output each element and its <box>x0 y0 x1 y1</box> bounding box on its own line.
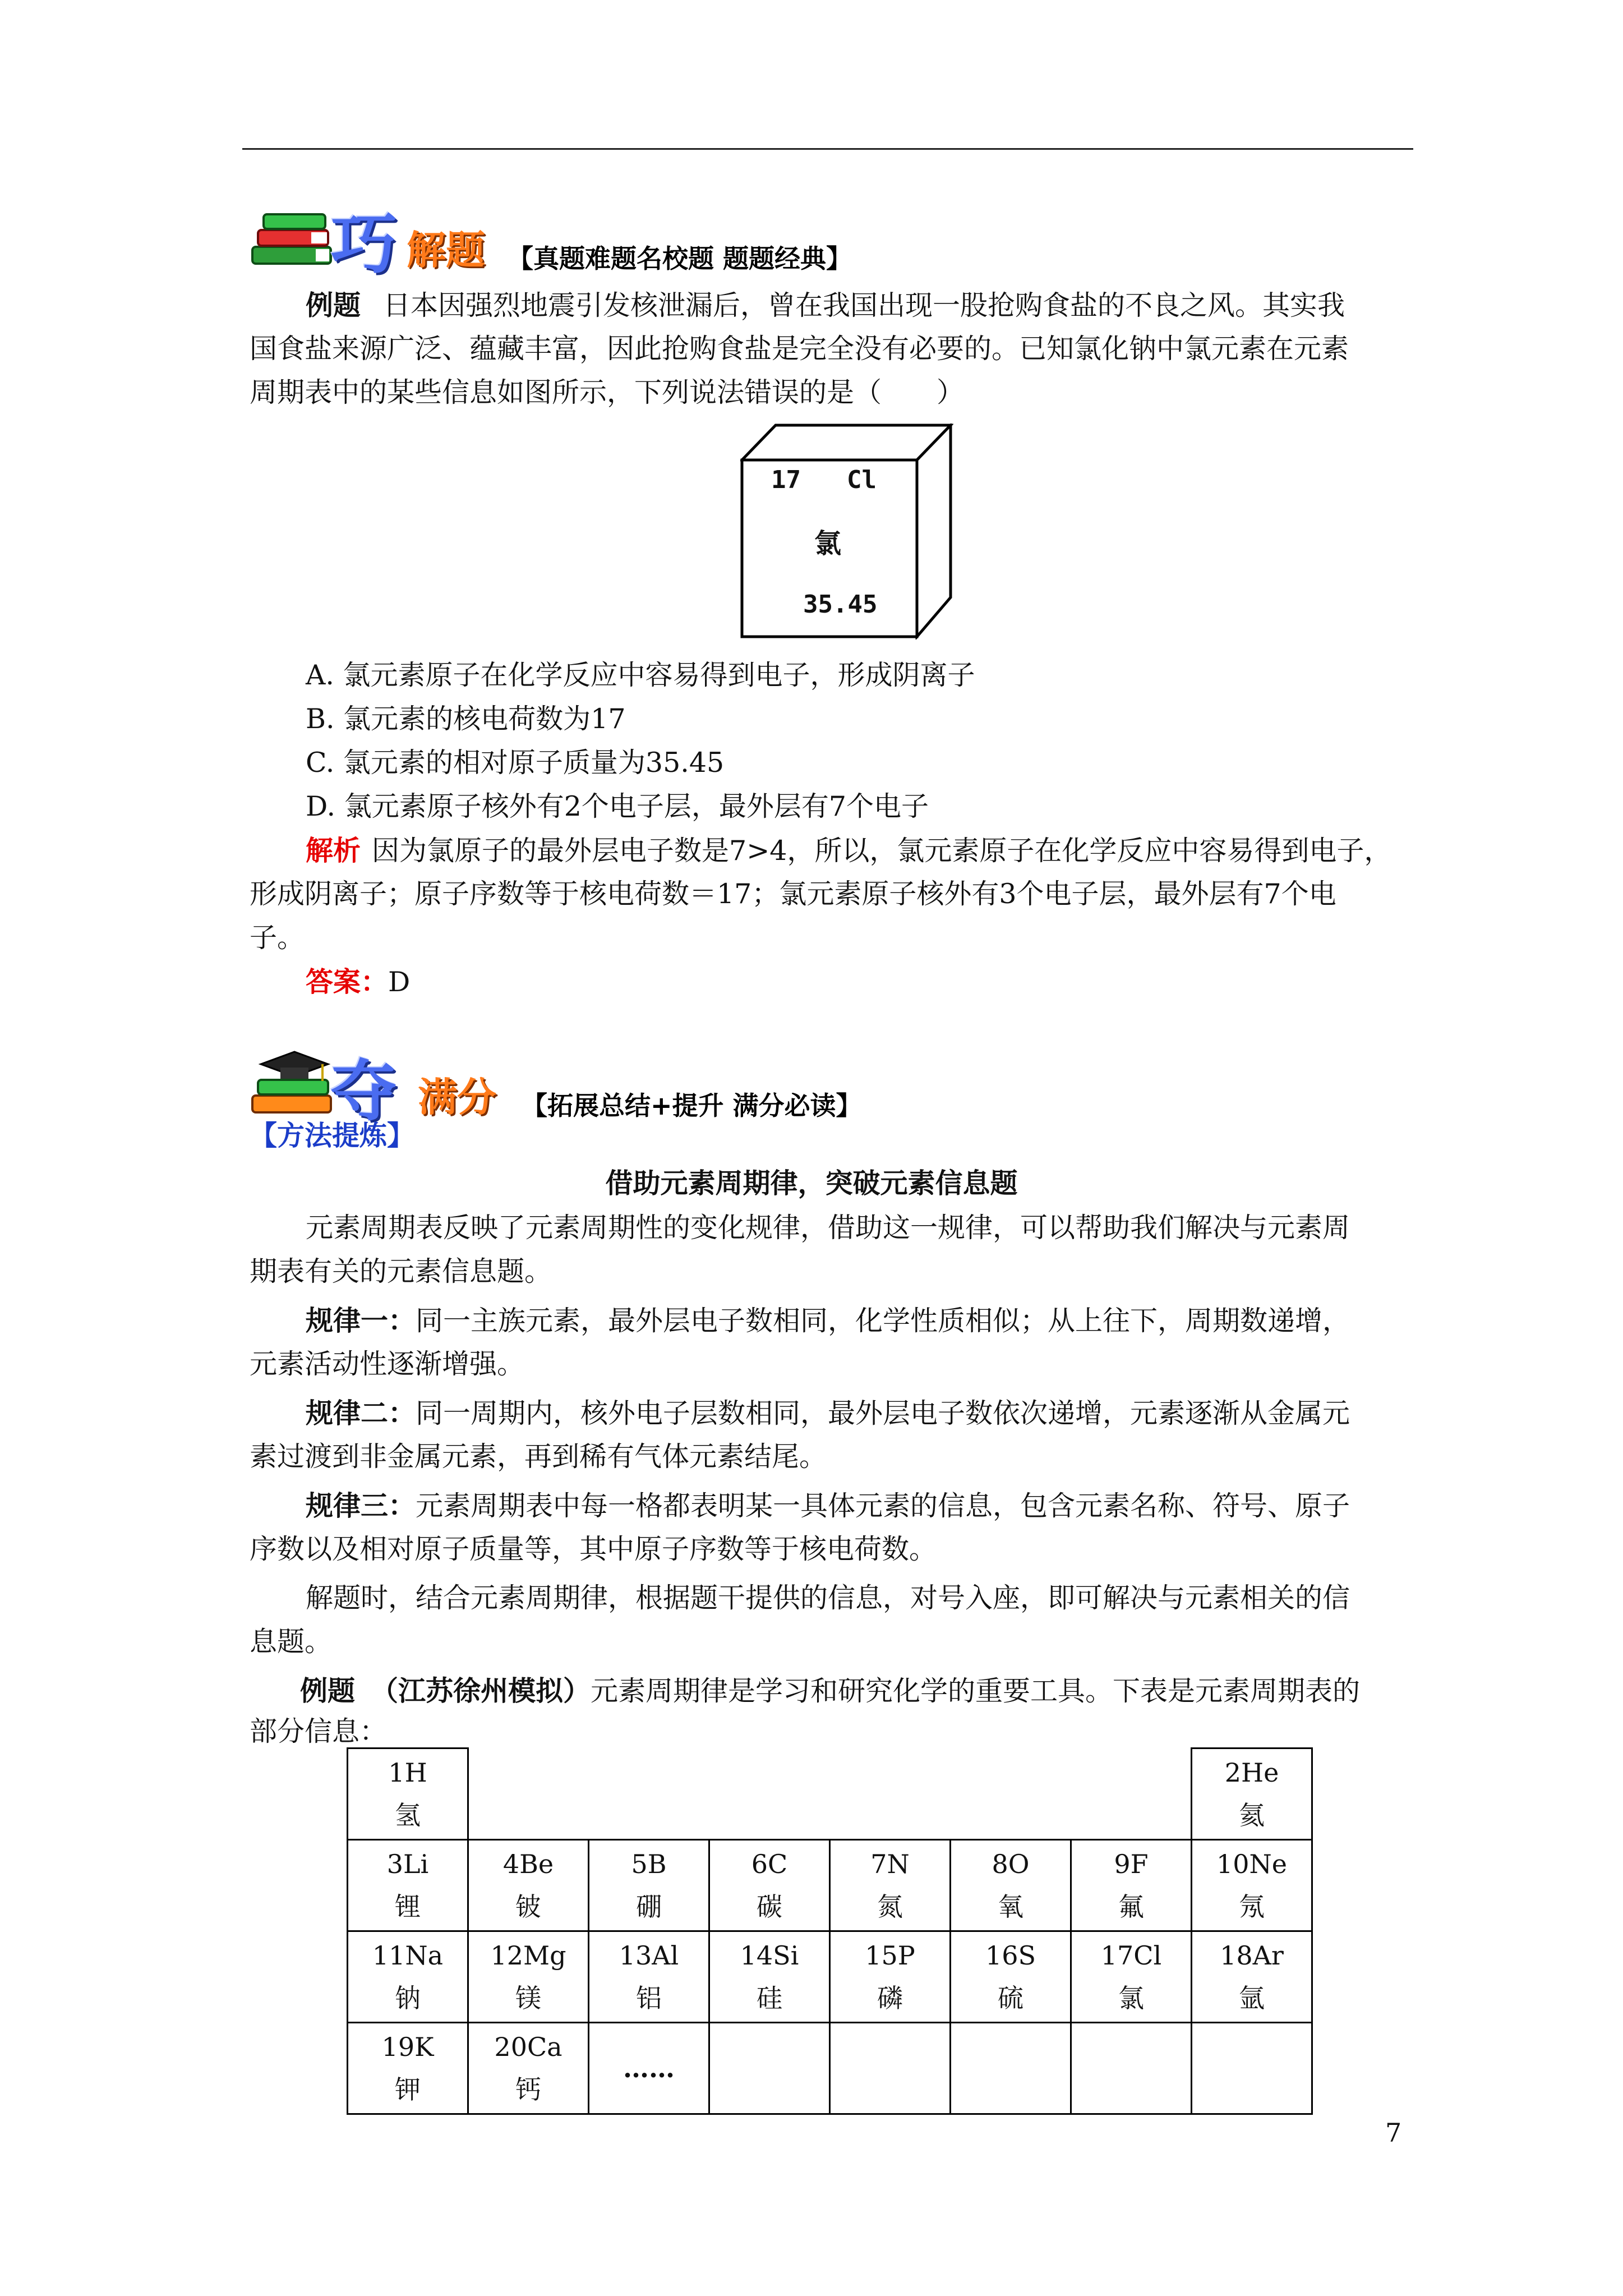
table-cell: 15P 磷 <box>830 1931 951 2023</box>
example2-line2: 部分信息： <box>250 1715 388 1747</box>
rule1-label: 规律一： <box>306 1304 416 1337</box>
option-d: D. 氯元素原子核外有2个电子层，最外层有7个电子 <box>306 790 929 822</box>
periodic-table <box>347 1747 1313 2115</box>
element-name: 氯 <box>814 528 842 559</box>
example-label: 例题 <box>306 289 361 321</box>
intro-line2: 期表有关的元素信息题。 <box>250 1255 552 1287</box>
banner-big-char: 巧 <box>331 205 398 283</box>
table-cell <box>830 1749 951 1840</box>
example2-label: 例题 <box>300 1674 356 1707</box>
rule3-line2: 序数以及相对原子质量等，其中原子序数等于核电荷数。 <box>250 1533 937 1565</box>
section-banner-jieti <box>250 194 923 283</box>
table-cell <box>951 1749 1071 1840</box>
table-cell: 3Li 锂 <box>348 1840 468 1931</box>
rule1-line2: 元素活动性逐渐增强。 <box>250 1348 525 1380</box>
answer-value: D <box>388 966 411 998</box>
answer-line <box>250 960 410 1004</box>
analysis-line1: 解析 因为氯原子的最外层电子数是7>4，所以，氯元素原子在化学反应中容易得到电子， <box>306 834 1392 867</box>
analysis-line3: 子。 <box>250 922 305 954</box>
table-cell: 5B 硼 <box>589 1840 709 1931</box>
rule2-label: 规律二： <box>306 1397 416 1429</box>
table-cell: 20Ca 钙 <box>468 2023 589 2114</box>
table-cell <box>951 2023 1071 2114</box>
rule2-line2: 素过渡到非金属元素，再到稀有气体元素结尾。 <box>250 1441 827 1473</box>
example1-line3: 周期表中的某些信息如图所示，下列说法错误的是（ ） <box>250 376 965 408</box>
example2-line1: 例题 （江苏徐州模拟）元素周期律是学习和研究化学的重要工具。下表是元素周期表的 <box>300 1674 1361 1707</box>
table-row <box>348 2023 1312 2114</box>
table-row <box>348 1840 1312 1931</box>
table-cell <box>468 1749 589 1840</box>
page-number: 7 <box>1385 2118 1402 2148</box>
table-cell: 1H 氢 <box>348 1749 468 1840</box>
table-cell: 6C 碳 <box>709 1840 830 1931</box>
table-cell: 17Cl 氯 <box>1071 1931 1192 2023</box>
analysis-label: 解析 <box>306 834 361 867</box>
table-row <box>348 1749 1312 1840</box>
rule2-line1: 规律二：同一周期内，核外电子层数相同，最外层电子数依次递增，元素逐渐从金属元 <box>306 1397 1350 1429</box>
banner-big-char: 夺 <box>331 1052 398 1130</box>
table-cell: 9F 氟 <box>1071 1840 1192 1931</box>
table-cell: 16S 硫 <box>951 1931 1071 2023</box>
option-a: A. 氯元素原子在化学反应中容易得到电子，形成阴离子 <box>306 659 975 691</box>
method-label: 【方法提炼】 <box>250 1119 415 1152</box>
table-cell: 14Si 硅 <box>709 1931 830 2023</box>
table-cell: 7N 氮 <box>830 1840 951 1931</box>
banner-title: 解题 <box>407 227 485 273</box>
banner-subtitle: 【拓展总结+提升 满分必读】 <box>522 1091 862 1121</box>
table-cell <box>1071 2023 1192 2114</box>
table-cell: 18Ar 氩 <box>1192 1931 1312 2023</box>
rule3-line1: 规律三：元素周期表中每一格都表明某一具体元素的信息，包含元素名称、符号、原子 <box>306 1489 1350 1522</box>
element-symbol: Cl <box>847 466 877 494</box>
example1-line1: 例题 日本因强烈地震引发核泄漏后，曾在我国出现一股抢购食盐的不良之风。其实我 <box>306 289 1345 321</box>
graduation-cap-books-icon <box>250 1046 334 1116</box>
rule3-label: 规律三： <box>306 1489 416 1522</box>
table-cell: 2He 氦 <box>1192 1749 1312 1840</box>
table-cell: …… <box>589 2023 709 2114</box>
table-cell: 10Ne 氖 <box>1192 1840 1312 1931</box>
method-title: 借助元素周期律，突破元素信息题 <box>605 1167 1018 1199</box>
answer-label: 答案： <box>306 965 389 998</box>
table-cell: 11Na 钠 <box>348 1931 468 2023</box>
example1-line2: 国食盐来源广泛、蕴藏丰富，因此抢购食盐是完全没有必要的。已知氯化钠中氯元素在元素 <box>250 333 1349 365</box>
example2-source: （江苏徐州模拟） <box>371 1674 591 1707</box>
table-cell <box>830 2023 951 2114</box>
banner-subtitle: 【真题难题名校题 题题经典】 <box>508 243 852 274</box>
summary-line2: 息题。 <box>250 1626 333 1658</box>
table-row <box>348 1931 1312 2023</box>
table-cell: 13Al 铝 <box>589 1931 709 2023</box>
table-cell <box>589 1749 709 1840</box>
table-cell: 8O 氧 <box>951 1840 1071 1931</box>
table-cell <box>1071 1749 1192 1840</box>
analysis-line2: 形成阴离子；原子序数等于核电荷数＝17；氯元素原子核外有3个电子层，最外层有7个电 <box>250 878 1336 910</box>
element-number: 17 <box>771 466 801 494</box>
books-icon <box>250 208 334 269</box>
table-cell <box>1192 2023 1312 2114</box>
table-cell: 4Be 铍 <box>468 1840 589 1931</box>
banner-title: 满分 <box>418 1074 496 1120</box>
table-cell: 19K 钾 <box>348 2023 468 2114</box>
table-cell: 12Mg 镁 <box>468 1931 589 2023</box>
section-banner-manfen <box>250 1041 979 1130</box>
table-cell <box>709 1749 830 1840</box>
header-rule <box>242 148 1413 150</box>
option-c: C. 氯元素的相对原子质量为35.45 <box>306 747 725 779</box>
table-cell <box>709 2023 830 2114</box>
summary-line1: 解题时，结合元素周期律，根据题干提供的信息，对号入座，即可解决与元素相关的信 <box>306 1582 1350 1614</box>
element-mass: 35.45 <box>803 590 878 619</box>
rule1-line1: 规律一：同一主族元素，最外层电子数相同，化学性质相似；从上往下，周期数递增， <box>306 1304 1350 1337</box>
intro-line1: 元素周期表反映了元素周期性的变化规律，借助这一规律，可以帮助我们解决与元素周 <box>306 1212 1350 1244</box>
option-b: B. 氯元素的核电荷数为17 <box>306 703 626 735</box>
